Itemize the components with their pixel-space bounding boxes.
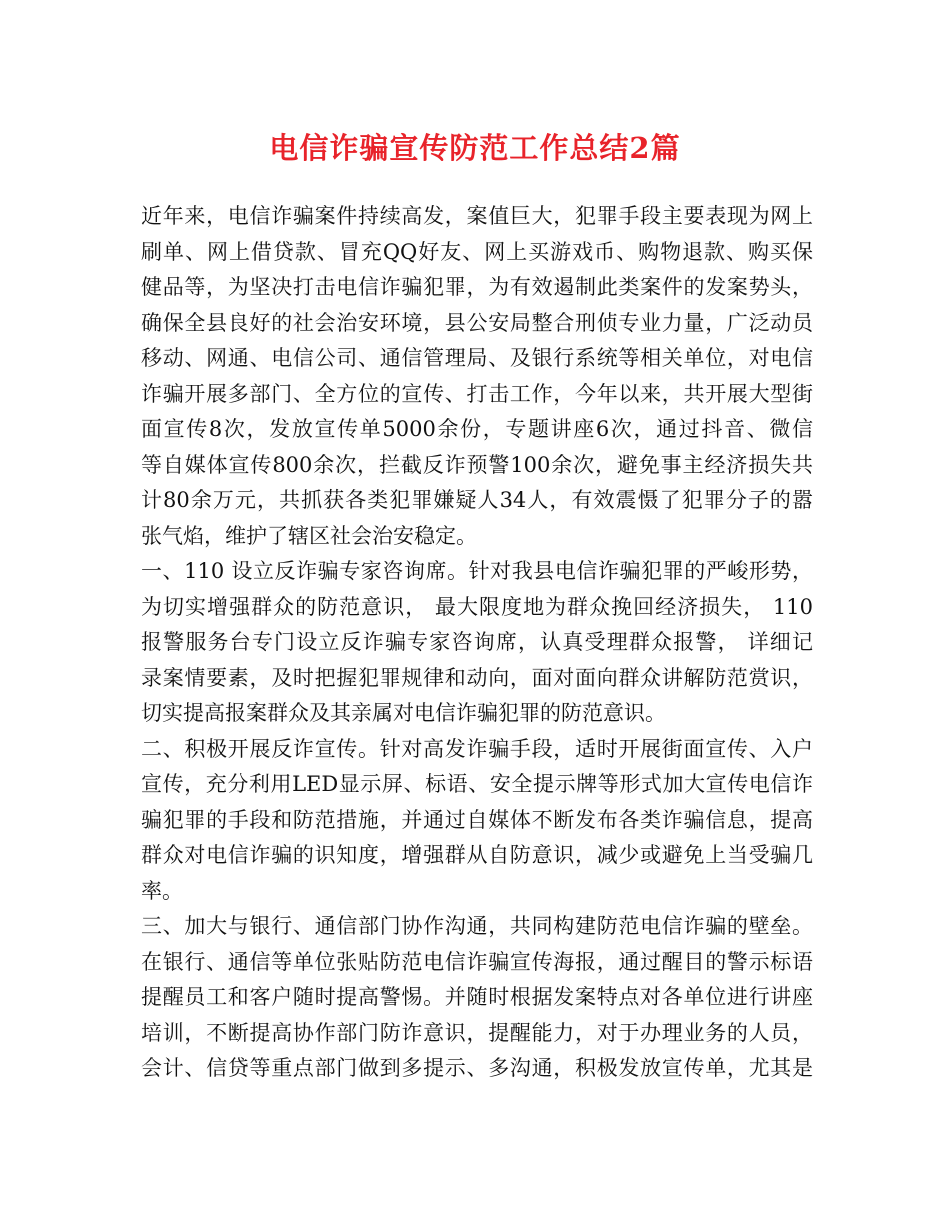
body-line: 计80余万元，共抓获各类犯罪嫌疑人34人，有效震慑了犯罪分子的嚣: [141, 488, 813, 512]
body-line: 二、积极开展反诈宣传。针对高发诈骗手段，适时开展街面宣传、入户: [141, 736, 813, 761]
document-title: 电信诈骗宣传防范工作总结2篇: [269, 131, 681, 165]
body-line: 面宣传8次，发放宣传单5000余份，专题讲座6次，通过抖音、微信: [141, 417, 813, 441]
body-line: 为切实增强群众的防范意识， 最大限度地为群众挽回经济损失， 110: [141, 594, 813, 619]
body-line: 会计、信贷等重点部门做到多提示、多沟通，积极发放宣传单，尤其是: [141, 1056, 813, 1080]
body-line: 在银行、通信等单位张贴防范电信诈骗宣传海报，通过醒目的警示标语: [141, 949, 813, 974]
body-line: 张气焰，维护了辖区社会治安稳定。: [141, 523, 477, 548]
body-line: 群众对电信诈骗的识知度，增强群从自防意识，减少或避免上当受骗几: [141, 843, 813, 867]
body-line: 报警服务台专门设立反诈骗专家咨询席，认真受理群众报警， 详细记: [141, 630, 813, 654]
body-line: 宣传，充分利用LED显示屏、标语、安全提示牌等形式加大宣传电信诈: [141, 772, 813, 796]
body-line: 培训，不断提高协作部门防诈意识，提醒能力，对于办理业务的人员，: [141, 1020, 813, 1045]
body-line: 一、110 设立反诈骗专家咨询席。针对我县电信诈骗犯罪的严峻形势，: [141, 559, 813, 583]
body-line: 骗犯罪的手段和防范措施，并通过自媒体不断发布各类诈骗信息，提高: [141, 807, 813, 832]
body-line: 切实提高报案群众及其亲属对电信诈骗犯罪的防范意识。: [141, 701, 666, 725]
body-line: 三、加大与银行、通信部门协作沟通，共同构建防范电信诈骗的壁垒。: [141, 914, 813, 938]
body-line: 健品等，为坚决打击电信诈骗犯罪，为有效遏制此类案件的发案势头，: [141, 275, 813, 299]
body-line: 移动、网通、电信公司、通信管理局、及银行系统等相关单位，对电信: [141, 346, 813, 370]
body-line: 率。: [141, 878, 183, 903]
body-line: 录案情要素，及时把握犯罪规律和动向，面对面向群众讲解防范赏识，: [141, 665, 813, 690]
body-line: 近年来，电信诈骗案件持续高发，案值巨大，犯罪手段主要表现为网上: [141, 204, 813, 228]
document-body: [141, 199, 813, 1087]
body-line: 确保全县良好的社会治安环境，县公安局整合刑侦专业力量，广泛动员: [141, 310, 813, 335]
body-line: 诈骗开展多部门、全方位的宣传、打击工作，今年以来，共开展大型街: [141, 381, 813, 406]
body-line: 刷单、网上借贷款、冒充QQ好友、网上买游戏币、购物退款、购买保: [141, 239, 813, 264]
body-line: 提醒员工和客户随时提高警惕。并随时根据发案特点对各单位进行讲座: [141, 985, 813, 1009]
body-line: 等自媒体宣传800余次，拦截反诈预警100余次，避免事主经济损失共: [141, 452, 813, 477]
